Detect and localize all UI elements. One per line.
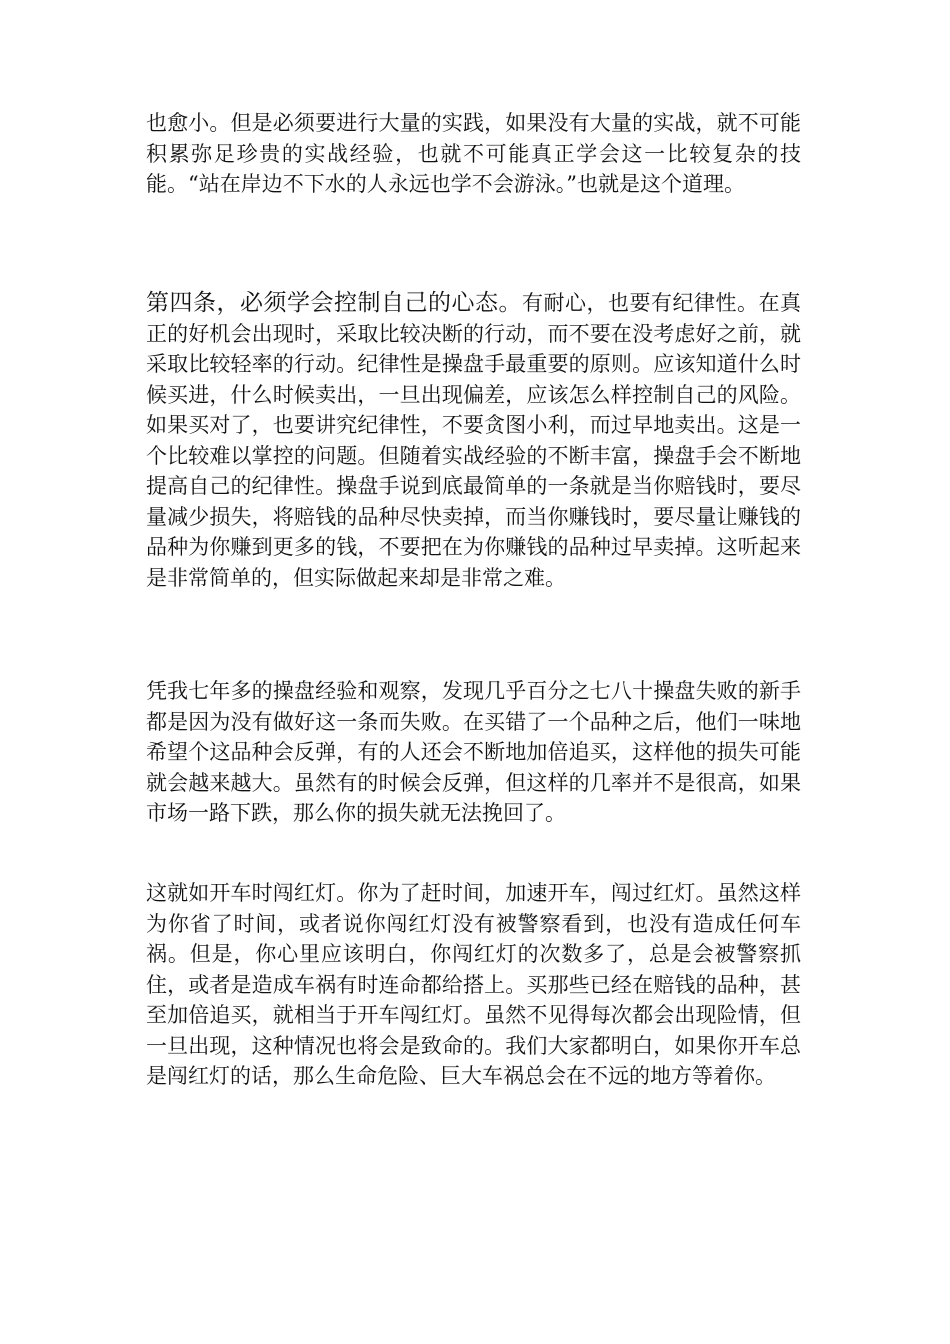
paragraph-1-text: 也愈小。但是必须要进行大量的实践，如果没有大量的实战，就不可能积累弥足珍贵的实战经验，也就不可能真正学会这一比较复杂的技能。“站在岸边不下水的人永远也学不会游泳。”也就是这个道理。 xyxy=(146,111,801,196)
paragraph-1 xyxy=(146,108,801,200)
paragraph-2-text: 有耐心，也要有纪律性。在真正的好机会出现时，采取比较决断的行动，而不要在没考虑好之前，就采取比较轻率的行动。纪律性是操盘手最重要的原则。应该知道什么时候买进，什么时候卖出，一旦出现偏差，应该怎么样控制自己的风险。如果买对了，也要讲究纪律性，不要贪图小利，而过早地卖出。这是一个比较难以掌控的问题。但随着实战经验的不断丰富，操盘手会不断地提高自己的纪律性。操盘手说到底最简单的一条就是当你赔钱时，要尽量减少损失，将赔钱的品种尽快卖掉，而当你赚钱时，要尽量让赚钱的品种为你赚到更多的钱，不要把在为你赚钱的品种过早卖掉。这听起来是非常简单的，但实际做起来却是非常之难。 xyxy=(146,291,801,590)
paragraph-3 xyxy=(146,676,801,829)
paragraph-4 xyxy=(146,878,801,1092)
section-heading: 第四条，必须学会控制自己的心态。 xyxy=(146,290,522,316)
paragraph-4-text: 这就如开车时闯红灯。你为了赶时间，加速开车，闯过红灯。虽然这样为你省了时间，或者说你闯红灯没有被警察看到，也没有造成任何车祸。但是，你心里应该明白，你闯红灯的次数多了，总是会被警察抓住，或者是造成车祸有时连命都给搭上。买那些已经在赔钱的品种，甚至加倍追买，就相当于开车闯红灯。虽然不见得每次都会出现险情，但一旦出现，这种情况也将会是致命的。我们大家都明白，如果你开车总是闯红灯的话，那么生命危险、巨大车祸总会在不远的地方等着你。 xyxy=(146,881,801,1088)
paragraph-3-text: 凭我七年多的操盘经验和观察，发现几乎百分之七八十操盘失败的新手都是因为没有做好这一条而失败。在买错了一个品种之后，他们一味地希望个这品种会反弹，有的人还会不断地加倍追买，这样他的损失可能就会越来越大。虽然有的时候会反弹，但这样的几率并不是很高，如果市场一路下跌，那么你的损失就无法挽回了。 xyxy=(146,679,801,825)
paragraph-2 xyxy=(146,288,801,593)
